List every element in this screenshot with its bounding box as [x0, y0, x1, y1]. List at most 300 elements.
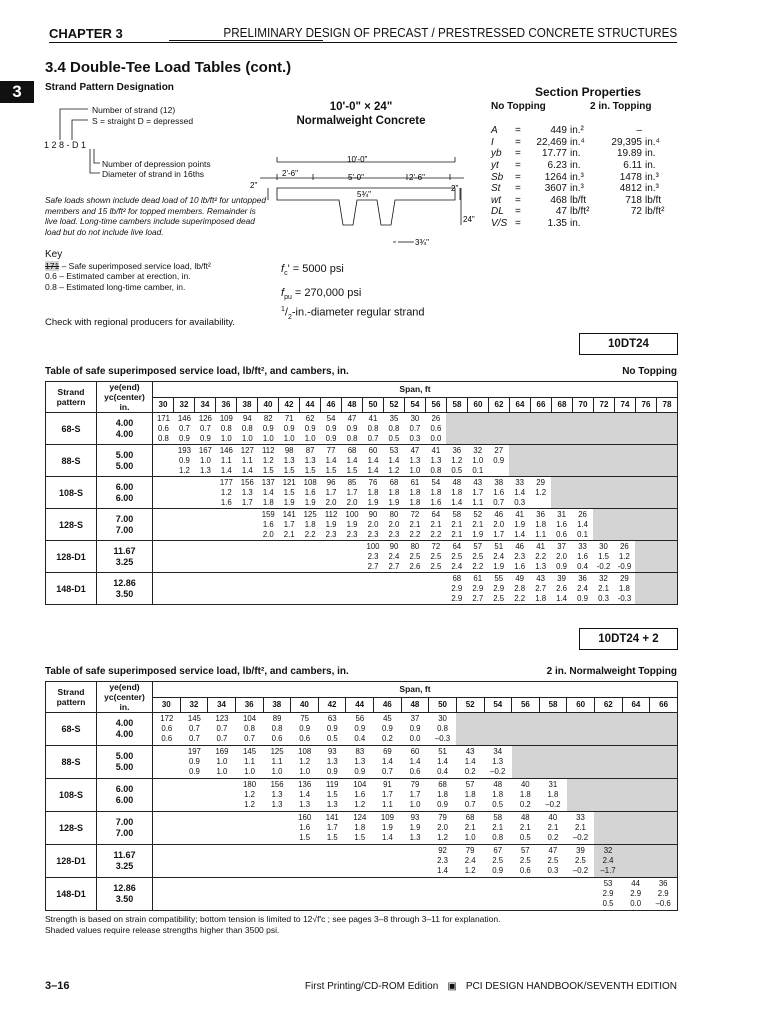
props-cell: 19.89 [616, 148, 642, 160]
span-column [467, 477, 488, 508]
span-column [216, 509, 237, 540]
safe-load-value: 98 [284, 446, 294, 455]
span-value: 74 [615, 397, 636, 413]
strand-pattern-cell: 148-D1 [46, 878, 97, 911]
eccentricity-cell [97, 812, 153, 845]
erection-camber-value: 0.9 [304, 424, 316, 433]
span-column [429, 713, 457, 745]
span-column [512, 713, 540, 745]
props-cell: yb [491, 148, 502, 160]
strand-pattern-cell: 108-S [46, 477, 97, 509]
span-column [342, 541, 363, 572]
span-column [181, 779, 209, 811]
section-properties-table [491, 125, 671, 229]
span-column [237, 477, 258, 508]
erection-camber-value: 1.6 [304, 488, 316, 497]
erection-camber-value: 1.8 [367, 488, 379, 497]
safe-load-value: 43 [473, 478, 483, 487]
longtime-camber-value: 1.0 [244, 767, 255, 776]
erection-camber-value: 1.2 [535, 488, 547, 497]
span-column [195, 541, 216, 572]
strand-pattern-cell: 148-D1 [46, 573, 97, 605]
safe-load-value: 36 [658, 879, 668, 888]
erection-camber-value: 2.3 [367, 552, 379, 561]
safe-load-value: 160 [298, 813, 312, 822]
props-row [491, 160, 671, 172]
span-value: 38 [263, 697, 291, 713]
erection-camber-value: 1.2 [262, 456, 274, 465]
span-column [635, 413, 656, 444]
span-column [404, 509, 425, 540]
props-cell: in. [570, 160, 581, 172]
span-data-cell [153, 746, 678, 779]
span-column [208, 779, 236, 811]
longtime-camber-value: 0.8 [430, 466, 442, 475]
erection-camber-value: 1.7 [472, 488, 484, 497]
span-column [656, 413, 677, 444]
key-item-longtime-camber: 0.8 – Estimated long-time camber, in. [45, 281, 186, 292]
span-column [346, 746, 374, 778]
section-concrete: Normalweight Concrete [296, 115, 426, 127]
longtime-camber-value: 0.9 [188, 767, 200, 776]
props-cell: = [515, 218, 521, 230]
erection-camber-value: 1.8 [492, 790, 504, 799]
chapter-title: PRELIMINARY DESIGN OF PRECAST / PRESTRESSED CONCRETE STRUCTURES [223, 25, 677, 40]
erection-camber-value: 2.1 [430, 520, 442, 529]
span-column [509, 573, 530, 604]
safe-load-value: 60 [368, 446, 378, 455]
erection-camber-value: 0.8 [437, 724, 448, 733]
eccentricity-yc: 7.00 [115, 828, 134, 838]
props-cell: = [515, 194, 521, 206]
span-column [279, 541, 300, 572]
erection-camber-value: 1.7 [283, 520, 295, 529]
span-column [593, 413, 614, 444]
longtime-camber-value: 2.4 [451, 562, 463, 571]
span-column [456, 845, 484, 877]
safe-load-value: 82 [263, 414, 273, 423]
table-row [46, 541, 678, 573]
span-column [263, 746, 291, 778]
span-column [216, 477, 237, 508]
erection-camber-value: 2.5 [492, 856, 504, 865]
safe-load-value: 26 [431, 414, 441, 423]
note-straight-depressed: S = straight D = depressed [92, 116, 194, 126]
span-column [258, 541, 279, 572]
span-column [383, 413, 404, 444]
props-row [491, 218, 671, 230]
span-column [374, 812, 402, 844]
erection-camber-value: 2.1 [492, 823, 504, 832]
longtime-camber-value: 0.6 [299, 734, 311, 743]
span-column [342, 445, 363, 476]
span-value: 78 [657, 397, 678, 413]
longtime-camber-value: 1.8 [535, 594, 547, 603]
section-properties-title: Section Properties [534, 85, 642, 99]
props-cell [642, 218, 671, 230]
span-column [509, 541, 530, 572]
footnote-strength: Strength is based on strain compatibility; bottom tension is limited to 12√f'c ; see pages 3–8 through 3–11 for explanation. [45, 914, 501, 924]
span-value: 32 [180, 697, 208, 713]
table1-label: 10DT24 [579, 333, 678, 355]
erection-camber-value: 2.9 [451, 584, 463, 593]
safe-load-value: 146 [219, 446, 233, 455]
erection-camber-value: 1.3 [409, 456, 421, 465]
span-data-cell [153, 445, 678, 477]
table1-caption: Table of safe superimposed service load, lb/ft², and cambers, in. [45, 366, 349, 377]
span-value: 38 [237, 397, 258, 413]
safe-load-value: 31 [557, 510, 566, 519]
eccentricity-ye: 5.00 [115, 449, 134, 460]
longtime-camber-value: 0.5 [451, 466, 463, 475]
safe-load-value: 58 [452, 510, 462, 519]
safe-load-value: 32 [473, 446, 483, 455]
span-value: 52 [456, 697, 484, 713]
span-data-cell [153, 413, 678, 445]
longtime-camber-value: 1.3 [326, 800, 338, 809]
longtime-camber-value: 0.6 [409, 767, 421, 776]
span-value: 34 [195, 397, 216, 413]
longtime-camber-value: 0.2 [381, 734, 393, 743]
safe-load-value: 108 [298, 747, 312, 756]
props-cell: – [636, 125, 642, 137]
span-column [153, 541, 174, 572]
props-cell: in.³ [645, 171, 659, 183]
safe-load-value: 36 [536, 510, 545, 519]
erection-camber-value: 2.3 [437, 856, 448, 865]
erection-camber-value: 1.1 [244, 757, 255, 766]
longtime-camber-value: 1.5 [299, 833, 311, 842]
span-column [467, 573, 488, 604]
longtime-camber-value: 1.5 [354, 833, 366, 842]
safe-load-value: 172 [160, 714, 174, 723]
erection-camber-value: 2.5 [547, 856, 559, 865]
longtime-camber-value: 1.5 [325, 466, 337, 475]
longtime-camber-value: 1.9 [367, 498, 379, 507]
longtime-camber-value: 0.6 [161, 734, 173, 743]
strand-pattern-header: Strand pattern [46, 682, 97, 713]
longtime-camber-value: 0.6 [271, 734, 283, 743]
span-column [594, 713, 622, 745]
span-column [484, 812, 512, 844]
safe-load-value: 104 [243, 714, 257, 723]
longtime-camber-value: 0.5 [519, 833, 531, 842]
erection-camber-value: 0.6 [158, 424, 169, 433]
span-data-strip [153, 413, 677, 444]
erection-camber-value: 2.3 [514, 552, 526, 561]
eccentricity-ye: 4.00 [115, 417, 134, 428]
span-column [425, 509, 446, 540]
longtime-camber-value: 0.5 [602, 899, 614, 908]
span-column [181, 845, 209, 877]
props-cell: lb/ft [645, 194, 662, 206]
erection-camber-value: 0.8 [244, 724, 255, 733]
span-column [174, 541, 195, 572]
span-column [195, 413, 216, 444]
note-depression-points: Number of depression points [102, 159, 211, 169]
span-column [236, 845, 264, 877]
erection-camber-value: 0.7 [188, 724, 200, 733]
longtime-camber-value: 0.9 [199, 434, 211, 443]
erection-camber-value: 1.5 [326, 790, 338, 799]
erection-camber-value: 2.0 [388, 520, 400, 529]
safe-load-value: 167 [198, 446, 212, 455]
erection-camber-value: 0.9 [262, 424, 274, 433]
erection-camber-value: 2.4 [464, 856, 476, 865]
safe-load-value: 29 [620, 574, 629, 583]
span-value: 58 [447, 397, 468, 413]
safe-load-value: 44 [631, 879, 640, 888]
span-column [383, 445, 404, 476]
safe-load-value: 43 [465, 747, 475, 756]
span-column [404, 413, 425, 444]
span-column [614, 445, 635, 476]
erection-camber-value: 1.3 [271, 790, 283, 799]
span-column [635, 509, 656, 540]
span-column [236, 878, 264, 910]
dim-depth: 24" [463, 215, 475, 224]
safe-load-value: 141 [282, 510, 296, 519]
erection-camber-value: 2.1 [464, 823, 476, 832]
span-column [318, 812, 346, 844]
span-data-strip [153, 845, 677, 877]
erection-camber-value: 1.4 [381, 757, 393, 766]
span-value: 48 [401, 697, 429, 713]
eccentricity-yc: 4.00 [115, 428, 134, 439]
span-data-cell [153, 541, 678, 573]
span-column [551, 413, 572, 444]
span-column [488, 541, 509, 572]
span-column [258, 509, 279, 540]
span-column [258, 413, 279, 444]
span-column [237, 413, 258, 444]
span-column [512, 845, 540, 877]
span-value: 54 [405, 397, 426, 413]
longtime-camber-value: 1.0 [409, 800, 421, 809]
span-column [401, 746, 429, 778]
longtime-camber-value: 0.5 [326, 734, 338, 743]
table2-caption: Table of safe superimposed service load, lb/ft², and cambers, in. [45, 666, 349, 677]
safe-load-value: 64 [431, 510, 441, 519]
span-column [456, 812, 484, 844]
span-column [572, 573, 593, 604]
longtime-camber-value [488, 466, 509, 476]
strand-pattern-cell: 128-D1 [46, 541, 97, 573]
span-column [488, 573, 509, 604]
eccentricity-ye: 12.86 [113, 577, 136, 588]
safe-load-value: 159 [261, 510, 275, 519]
strand-pattern-cell: 128-D1 [46, 845, 97, 878]
safe-load-value: 141 [325, 813, 339, 822]
span-data-cell [153, 779, 678, 812]
span-column [614, 573, 635, 604]
erection-camber-value: 0.8 [241, 424, 253, 433]
safe-load-value: 48 [493, 780, 503, 789]
longtime-camber-value: 0.6 [519, 866, 531, 875]
span-column [174, 413, 195, 444]
safe-load-value: 145 [187, 714, 201, 723]
safe-load-value: 197 [187, 747, 201, 756]
props-cell: 4812 [619, 183, 642, 195]
longtime-camber-value: 2.2 [409, 530, 421, 539]
span-column [363, 509, 384, 540]
footnotes [45, 914, 500, 936]
longtime-camber-value: 0.9 [326, 767, 338, 776]
safe-load-value: 26 [578, 510, 587, 519]
erection-camber-value: 1.7 [326, 823, 338, 832]
span-column [425, 541, 446, 572]
erection-camber-value: 1.3 [241, 488, 253, 497]
erection-camber-value: 1.6 [556, 520, 567, 529]
safe-load-value: 51 [494, 542, 504, 551]
longtime-camber-value: 2.1 [283, 530, 295, 539]
erection-camber-value: 1.8 [619, 584, 630, 593]
table1-topping: No Topping [622, 366, 677, 377]
span-column [539, 713, 567, 745]
longtime-camber-value: 2.5 [493, 594, 505, 603]
span-column [551, 445, 572, 476]
erection-camber-value: 2.1 [519, 823, 531, 832]
availability-note: Check with regional producers for availability. [45, 317, 235, 328]
safe-load-value: 38 [494, 478, 504, 487]
erection-camber-value: 1.1 [220, 456, 232, 465]
span-column [614, 509, 635, 540]
erection-camber-value: 2.9 [657, 889, 669, 898]
safe-load-value: 53 [603, 879, 613, 888]
table-row [46, 779, 678, 812]
table-header-row [46, 382, 678, 398]
span-column [279, 445, 300, 476]
erection-camber-value: 1.9 [346, 520, 358, 529]
erection-camber-value: 1.6 [577, 552, 588, 561]
span-column [236, 713, 264, 745]
safe-load-value: 104 [353, 780, 367, 789]
longtime-camber-value: 0.6 [556, 530, 567, 539]
section-heading [284, 100, 438, 128]
safe-load-value: 68 [465, 813, 475, 822]
strand-pattern-cell: 68-S [46, 413, 97, 445]
safe-load-value: 193 [177, 446, 191, 455]
span-data-strip [153, 509, 677, 540]
span-column [622, 746, 650, 778]
span-column [321, 509, 342, 540]
erection-camber-value: 2.0 [493, 520, 505, 529]
erection-camber-value: 2.1 [472, 520, 484, 529]
strand-pattern-cell: 88-S [46, 445, 97, 477]
safe-load-value: 47 [410, 446, 420, 455]
span-column [484, 779, 512, 811]
longtime-camber-value: 1.5 [304, 466, 316, 475]
strand-pattern-title: Strand Pattern Designation [45, 82, 174, 93]
safe-load-value: 69 [383, 747, 392, 756]
span-column [374, 845, 402, 877]
longtime-camber-value: 0.8 [492, 833, 504, 842]
longtime-camber-value: 0.0 [630, 899, 642, 908]
safe-load-value: 61 [410, 478, 420, 487]
span-column [300, 413, 321, 444]
props-row [491, 206, 671, 218]
longtime-camber-value: -0.3 [617, 594, 632, 603]
table-row [46, 573, 678, 605]
longtime-camber-value: 0.9 [325, 434, 337, 443]
span-column [153, 573, 174, 604]
longtime-camber-value: 1.5 [262, 466, 274, 475]
longtime-camber-value: 1.2 [437, 833, 448, 842]
span-column [539, 746, 567, 778]
eccentricity-cell [97, 746, 153, 779]
eccentricity-ye: 6.00 [115, 481, 134, 492]
erection-camber-value: 1.6 [493, 488, 505, 497]
span-column [622, 812, 650, 844]
safe-load-value: 62 [305, 414, 315, 423]
span-column [279, 477, 300, 508]
span-column [551, 509, 572, 540]
longtime-camber-value: 1.9 [472, 530, 484, 539]
span-value: 68 [552, 397, 573, 413]
safe-load-value: 41 [515, 510, 525, 519]
erection-camber-value: 1.8 [388, 488, 400, 497]
safe-load-value: 136 [298, 780, 312, 789]
safe-load-value: 79 [465, 846, 475, 855]
span-column [321, 477, 342, 508]
span-column [342, 509, 363, 540]
span-column [401, 878, 429, 910]
props-row [491, 137, 671, 149]
longtime-camber-value: 0.3 [514, 498, 526, 507]
props-cell: 17.77 [541, 148, 567, 160]
span-column [153, 713, 181, 745]
longtime-camber-value: 1.3 [299, 800, 311, 809]
span-column [404, 573, 425, 604]
erection-camber-value: 1.9 [381, 823, 393, 832]
safe-load-value: 63 [327, 714, 337, 723]
longtime-camber-value: 0.7 [188, 734, 200, 743]
span-column [649, 746, 677, 778]
longtime-camber-value: 2.9 [451, 594, 463, 603]
longtime-camber-value: 1.4 [241, 466, 253, 475]
erection-camber-value: 2.4 [493, 552, 505, 561]
longtime-camber-value: 1.1 [535, 530, 547, 539]
span-column [321, 445, 342, 476]
span-column [567, 878, 595, 910]
dim-stem-base: 3¾" [415, 238, 429, 247]
span-column [446, 541, 467, 572]
pci-logo-icon: ▣ [447, 981, 457, 992]
span-column [622, 713, 650, 745]
span-column [530, 573, 551, 604]
span-column [567, 845, 595, 877]
erection-camber-value: 1.4 [437, 757, 448, 766]
safe-load-value: 49 [515, 574, 525, 583]
span-column [635, 445, 656, 476]
safe-load-value: 72 [410, 510, 420, 519]
erection-camber-value: 2.1 [409, 520, 421, 529]
section-size: 10'-0" × 24" [329, 101, 393, 113]
span-column [622, 845, 650, 877]
erection-camber-value: 1.2 [451, 456, 463, 465]
span-column [174, 509, 195, 540]
longtime-camber-value: –1.7 [600, 866, 616, 875]
safe-load-value: 169 [215, 747, 229, 756]
eccentricity-ye: 7.00 [115, 817, 134, 827]
safe-load-value: 31 [548, 780, 558, 789]
span-column [374, 713, 402, 745]
longtime-camber-value: 1.5 [283, 466, 295, 475]
eccentricity-header-line: yc(center) [104, 392, 145, 402]
span-column [429, 746, 457, 778]
dim-left-flange: 2'-6" [282, 169, 298, 178]
key-item-load: 171 – Safe superimposed service load, lb/ft² [45, 260, 211, 271]
